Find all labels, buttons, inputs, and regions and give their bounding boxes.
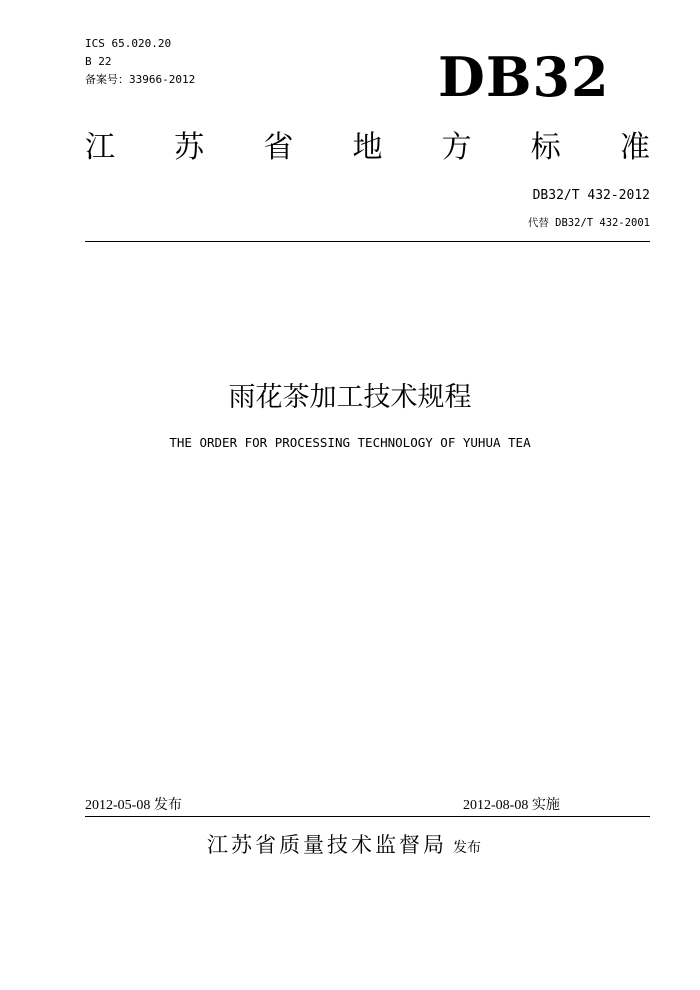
standard-type-char: 准 — [619, 130, 650, 165]
record-number: 备案号：33966-2012 — [85, 73, 196, 86]
standard-code: DB32/T 432-2012 — [532, 188, 650, 203]
replaces-standard: 代替 DB32/T 432-2001 — [527, 217, 650, 229]
standard-type-char: 江 — [85, 130, 115, 165]
implementation-date: 2012-08-08 实施 — [463, 798, 560, 813]
standard-type-char: 省 — [263, 130, 294, 165]
document-title-cn: 雨花茶加工技术规程 — [228, 382, 472, 413]
document-title-en: THE ORDER FOR PROCESSING TECHNOLOGY OF YUHUA TEA — [169, 435, 531, 450]
standard-type-char: 标 — [530, 130, 561, 165]
classification-code: B 22 — [85, 55, 112, 68]
standard-type-char: 地 — [352, 130, 383, 165]
standard-type-char: 苏 — [174, 130, 205, 165]
header-divider — [85, 241, 650, 242]
standard-type-heading — [85, 128, 650, 168]
issue-date: 2012-05-08 发布 — [85, 798, 182, 813]
db32-logo: DB32 — [438, 45, 610, 109]
ics-code: ICS 65.020.20 — [85, 37, 172, 50]
standard-type-char: 方 — [441, 130, 472, 165]
footer-divider — [85, 816, 650, 817]
issuer-name: 江苏省质量技术监督局 — [207, 833, 447, 857]
issuer-suffix: 发布 — [453, 840, 481, 856]
issuer-line — [207, 831, 481, 862]
